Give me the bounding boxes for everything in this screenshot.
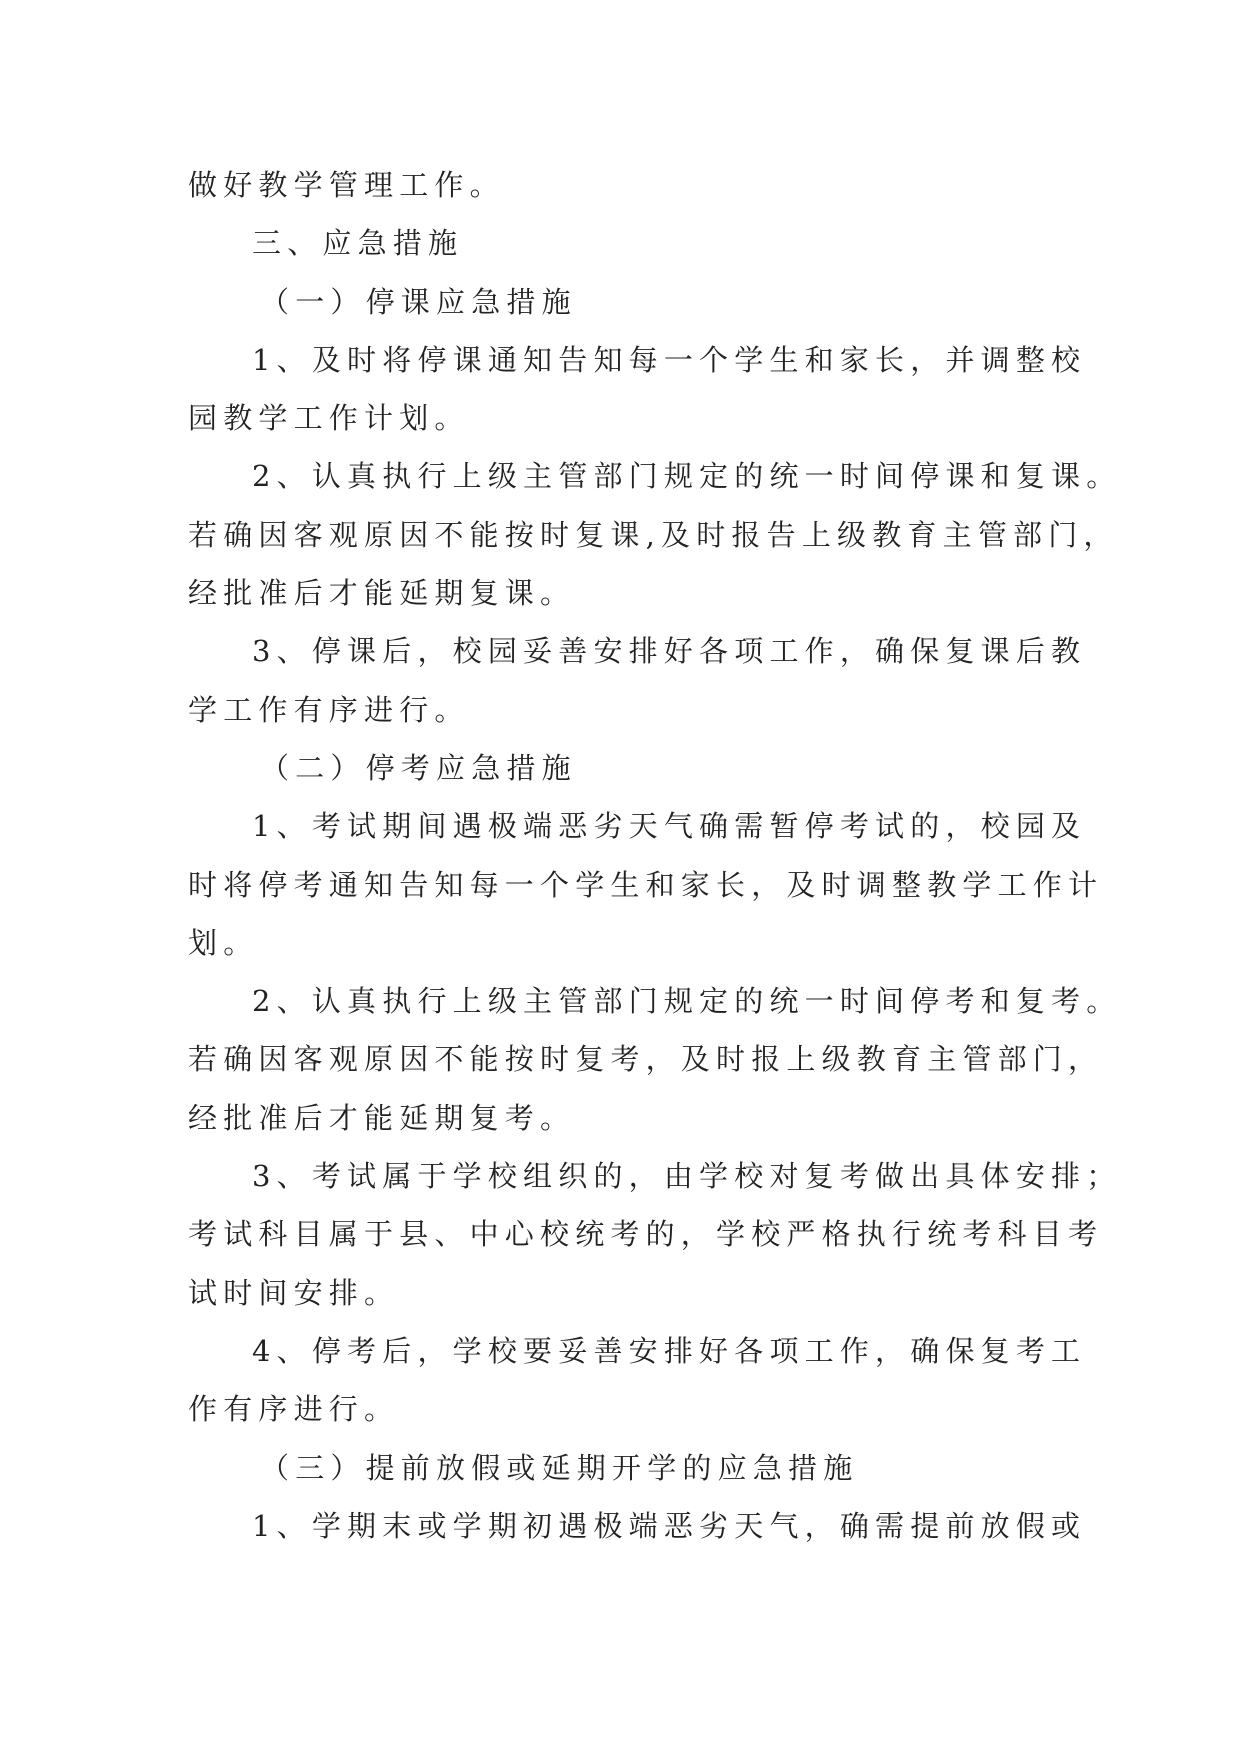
paragraph-line: 2、认真执行上级主管部门规定的统一时间停考和复考。 [252, 984, 1122, 1019]
paragraph-line: 作有序进行。 [188, 1392, 400, 1427]
paragraph-line: 经批准后才能延期复考。 [188, 1100, 576, 1135]
paragraph-line: 1、考试期间遇极端恶劣天气确需暂停考试的，校园及 [252, 809, 1087, 844]
subsection-heading: （二）停考应急措施 [260, 750, 577, 785]
paragraph-line: 划。 [188, 925, 259, 960]
section-heading: 三、应急措施 [252, 226, 464, 261]
paragraph-line: 3、停课后，校园妥善安排好各项工作，确保复课后教 [252, 634, 1087, 669]
paragraph-line: 园教学工作计划。 [188, 401, 470, 436]
paragraph-line: 学工作有序进行。 [188, 692, 470, 727]
paragraph-line: 做好教学管理工作。 [188, 168, 505, 202]
paragraph-line: 4、停考后，学校要妥善安排好各项工作，确保复考工 [252, 1333, 1087, 1368]
paragraph-line: 试时间安排。 [188, 1275, 400, 1310]
paragraph-line: 1、及时将停课通知告知每一个学生和家长，并调整校 [252, 342, 1087, 377]
paragraph-line: 1、学期末或学期初遇极端恶劣天气，确需提前放假或 [252, 1508, 1087, 1543]
paragraph-line: 若确因客观原因不能按时复考，及时报上级教育主管部门， [188, 1042, 1104, 1077]
paragraph-line: 若确因客观原因不能按时复课,及时报告上级教育主管部门， [188, 517, 1119, 552]
paragraph-line: 2、认真执行上级主管部门规定的统一时间停课和复课。 [252, 459, 1122, 494]
subsection-heading: （三）提前放假或延期开学的应急措施 [260, 1450, 859, 1485]
document-body [188, 156, 1122, 1555]
paragraph-line: 时将停考通知告知每一个学生和家长，及时调整教学工作计 [188, 867, 1104, 902]
paragraph-line: 3、考试属于学校组织的，由学校对复考做出具体安排； [252, 1159, 1122, 1194]
paragraph-line: 经批准后才能延期复课。 [188, 576, 576, 611]
subsection-heading: （一）停课应急措施 [260, 284, 577, 319]
paragraph-line: 考试科目属于县、中心校统考的，学校严格执行统考科目考 [188, 1217, 1104, 1252]
